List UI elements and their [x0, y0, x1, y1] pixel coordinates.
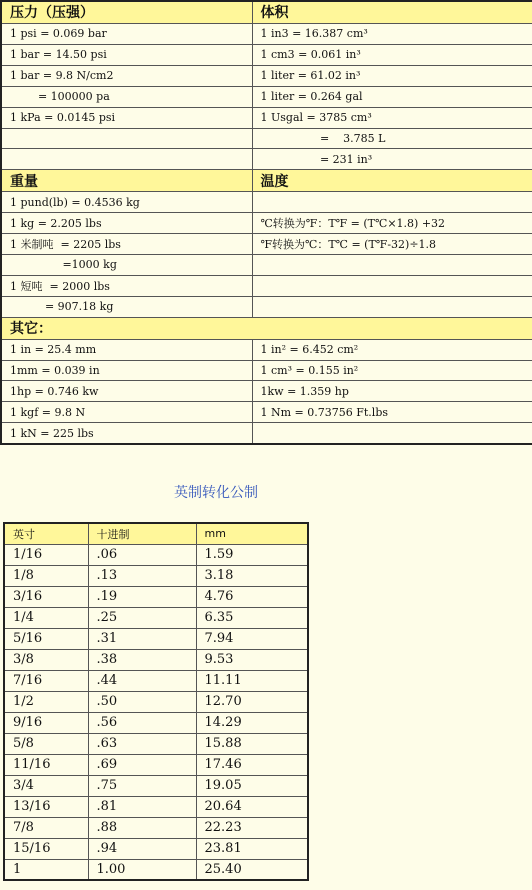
table-row	[1, 360, 532, 381]
conversion-cell: 1 kg = 2.205 lbs	[1, 213, 252, 234]
conversion-cell: 1 liter = 0.264 gal	[252, 86, 532, 107]
table-cell: 3/16	[4, 586, 88, 607]
table-cell: 5/16	[4, 628, 88, 649]
table-cell: .13	[88, 565, 196, 586]
table-cell: 1.00	[88, 859, 196, 880]
conversion-cell: = 3.785 L	[252, 128, 532, 149]
conversion-cell	[252, 423, 532, 444]
conversion-cell	[252, 275, 532, 296]
column-header: 英寸	[4, 523, 88, 544]
conversion-cell: 1 Nm = 0.73756 Ft.lbs	[252, 402, 532, 423]
table-cell: 11/16	[4, 754, 88, 775]
table-row	[4, 670, 308, 691]
temperature-header: 温度	[252, 170, 532, 192]
table-cell: 6.35	[196, 607, 308, 628]
table-cell: .06	[88, 544, 196, 565]
table-row	[1, 107, 532, 128]
table-cell: 23.81	[196, 838, 308, 859]
conversion-cell: 1 bar = 9.8 N/cm2	[1, 65, 252, 86]
table-row	[1, 213, 532, 234]
conversion-cell: 1 liter = 61.02 in³	[252, 65, 532, 86]
table-cell: .56	[88, 712, 196, 733]
conversion-cell: 1 cm3 = 0.061 in³	[252, 44, 532, 65]
section-header-row	[1, 317, 532, 339]
table-cell: .75	[88, 775, 196, 796]
conversion-cell	[252, 296, 532, 317]
table-cell: .69	[88, 754, 196, 775]
conversion-cell: 1 bar = 14.50 psi	[1, 44, 252, 65]
table-cell: .50	[88, 691, 196, 712]
conversion-cell: 1 kgf = 9.8 N	[1, 402, 252, 423]
table-row	[4, 544, 308, 565]
table-row	[1, 255, 532, 276]
conversion-cell: 1 kPa = 0.0145 psi	[1, 107, 252, 128]
conversion-cell: 1 cm³ = 0.155 in²	[252, 360, 532, 381]
table-row	[4, 775, 308, 796]
table-row	[4, 733, 308, 754]
conversion-cell: 1 kN = 225 lbs	[1, 423, 252, 444]
table-cell: 3/8	[4, 649, 88, 670]
table-row	[1, 128, 532, 149]
table-row	[1, 423, 532, 444]
table-cell: 11.11	[196, 670, 308, 691]
table-row	[4, 607, 308, 628]
volume-header: 体积	[252, 1, 532, 23]
conversion-cell: 1mm = 0.039 in	[1, 360, 252, 381]
table-cell: .19	[88, 586, 196, 607]
table-cell: 1.59	[196, 544, 308, 565]
conversion-cell	[252, 255, 532, 276]
table-cell: 1/16	[4, 544, 88, 565]
conversion-cell: = 231 in³	[252, 149, 532, 170]
table-cell: 9.53	[196, 649, 308, 670]
table-row	[1, 44, 532, 65]
conversion-cell: 1 in3 = 16.387 cm³	[252, 23, 532, 44]
table-cell: .44	[88, 670, 196, 691]
section-header-row	[1, 1, 532, 23]
table-row	[1, 234, 532, 255]
conversion-cell	[1, 128, 252, 149]
table-row	[1, 296, 532, 317]
table-cell: 15.88	[196, 733, 308, 754]
table-row	[4, 565, 308, 586]
table-row	[4, 628, 308, 649]
conversion-cell	[252, 192, 532, 213]
table-cell: 4.76	[196, 586, 308, 607]
table-cell: 13/16	[4, 796, 88, 817]
table-row	[4, 691, 308, 712]
table-cell: .63	[88, 733, 196, 754]
conversion-cell: 1kw = 1.359 hp	[252, 381, 532, 402]
conversion-cell: ℃转换为℉：T℉ = (T℃×1.8) +32	[252, 213, 532, 234]
table-cell: 15/16	[4, 838, 88, 859]
table-cell: 3/4	[4, 775, 88, 796]
conversion-cell: = 100000 pa	[1, 86, 252, 107]
table-cell: 3.18	[196, 565, 308, 586]
weight-header: 重量	[1, 170, 252, 192]
table-row	[4, 838, 308, 859]
table-row	[1, 275, 532, 296]
table-row	[1, 23, 532, 44]
table-row	[4, 859, 308, 880]
conversion-cell: 1 米制吨 = 2205 lbs	[1, 234, 252, 255]
table-cell: 1/2	[4, 691, 88, 712]
table-cell: 7/8	[4, 817, 88, 838]
inch-table-title: 英制转化公制	[174, 485, 258, 501]
table-cell: 1/8	[4, 565, 88, 586]
conversion-cell: 1 psi = 0.069 bar	[1, 23, 252, 44]
conversion-cell: 1 pund(lb) = 0.4536 kg	[1, 192, 252, 213]
table-cell: 1/4	[4, 607, 88, 628]
conversion-cell: 1 in = 25.4 mm	[1, 339, 252, 360]
conversion-cell: 1 短吨 = 2000 lbs	[1, 275, 252, 296]
table-row	[1, 339, 532, 360]
table-row	[4, 712, 308, 733]
conversion-cell: 1 in² = 6.452 cm²	[252, 339, 532, 360]
table-row	[1, 65, 532, 86]
conversion-cell: =1000 kg	[1, 255, 252, 276]
other-header: 其它：	[1, 317, 532, 339]
table-cell: 9/16	[4, 712, 88, 733]
table-cell: 25.40	[196, 859, 308, 880]
table-cell: 20.64	[196, 796, 308, 817]
table-row	[1, 381, 532, 402]
table-row	[1, 86, 532, 107]
table-cell: .25	[88, 607, 196, 628]
table-row	[4, 796, 308, 817]
table-cell: 12.70	[196, 691, 308, 712]
table-row	[4, 586, 308, 607]
inch-table-header-row	[4, 523, 308, 544]
table-cell: 14.29	[196, 712, 308, 733]
conversion-cell	[1, 149, 252, 170]
table-row	[1, 402, 532, 423]
table-row	[1, 149, 532, 170]
conversion-cell: ℉转换为℃：T℃ = (T℉-32)÷1.8	[252, 234, 532, 255]
table-cell: 19.05	[196, 775, 308, 796]
table-cell: .81	[88, 796, 196, 817]
table-cell: .94	[88, 838, 196, 859]
table-row	[1, 192, 532, 213]
table-cell: 7/16	[4, 670, 88, 691]
table-cell: .31	[88, 628, 196, 649]
table-row	[4, 754, 308, 775]
table-cell: 17.46	[196, 754, 308, 775]
conversion-cell: 1 Usgal = 3785 cm³	[252, 107, 532, 128]
column-header: 十进制	[88, 523, 196, 544]
table-cell: .88	[88, 817, 196, 838]
conversion-cell: = 907.18 kg	[1, 296, 252, 317]
table-cell: 5/8	[4, 733, 88, 754]
column-header: mm	[196, 523, 308, 544]
table-cell: .38	[88, 649, 196, 670]
pressure-header: 压力（压强）	[1, 1, 252, 23]
table-cell: 22.23	[196, 817, 308, 838]
table-cell: 7.94	[196, 628, 308, 649]
conversion-cell: 1hp = 0.746 kw	[1, 381, 252, 402]
section-header-row	[1, 170, 532, 192]
inch-conversion-table	[3, 522, 309, 881]
table-row	[4, 817, 308, 838]
table-cell: 1	[4, 859, 88, 880]
table-row	[4, 649, 308, 670]
